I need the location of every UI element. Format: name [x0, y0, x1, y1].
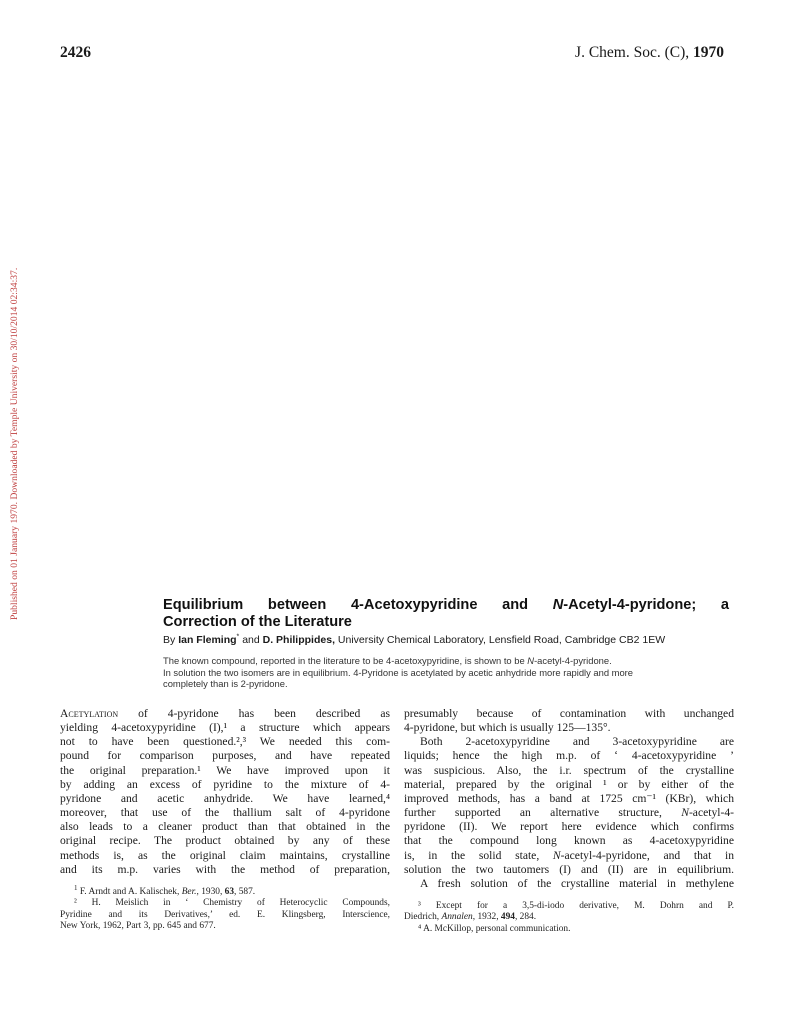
byline-and: and	[242, 634, 260, 646]
footnote-3-cont: Diedrich, Annalen, 1932, 494, 284.	[404, 912, 537, 923]
byline	[163, 634, 733, 646]
page-number: 2426	[60, 44, 91, 61]
body-line: presumably because of contamination with unchanged	[404, 707, 734, 720]
body-line: material, prepared by the original ¹ or by either of the	[404, 777, 734, 791]
body-line: is, in the solid state, N-acetyl-4-pyridone, and that in	[404, 848, 734, 862]
body-line: Both 2-acetoxypyridine and 3-acetoxypyridine are	[420, 735, 734, 749]
author-2: D. Philippides,	[262, 634, 335, 646]
download-watermark	[6, 210, 22, 620]
body-line: pyridone (II). We report here evidence which confirms	[404, 820, 734, 834]
body-line: pound for comparison purposes, and have repeated	[60, 749, 390, 763]
body-column-left	[60, 707, 390, 877]
body-line: the original preparation.¹ We have improved upon it	[60, 763, 390, 777]
watermark-text: Published on 01 January 1970. Downloaded by Temple University on 30/10/2014 02:34:37.	[9, 267, 20, 620]
byline-by: By	[163, 634, 176, 646]
body-line: moreover, that use of the thallium salt of 4-pyridone	[60, 806, 390, 820]
body-line: by adding an excess of pyridine to the mixture of 4-	[60, 777, 390, 791]
body-line: liquids; hence the high m.p. of ‘ 4-acetoxypyridine ’	[404, 749, 734, 763]
body-line: 4-pyridone, but which is usually 125—135°.	[404, 721, 611, 735]
body-line: pyridone and acetic anhydride. We have learned,⁴	[60, 791, 390, 805]
footnote-3: ³ Except for a 3,5-di-iodo derivative, M. Dohrn and P.	[418, 901, 734, 911]
body-line: also leads to a cleaner product than that obtained in the	[60, 820, 390, 834]
body-line: methods is, as the original claim maintains, crystalline	[60, 848, 390, 862]
article-title	[163, 597, 729, 631]
body-line: not to have been questioned.²,³ We needed this com-	[60, 735, 390, 749]
footnote-2-cont: New York, 1962, Part 3, pp. 645 and 677.	[60, 921, 216, 932]
body-line: A fresh solution of the crystalline material in methylene	[420, 876, 734, 890]
abstract-line: The known compound, reported in the literature to be 4-acetoxypyridine, is shown to be N-acetyl-4-pyridone.	[163, 655, 612, 666]
abstract-line: completely than is 2-pyridone.	[163, 678, 288, 690]
body-line: was suspicious. Also, the i.r. spectrum of the crystalline	[404, 763, 734, 777]
footnotes-right	[404, 901, 734, 935]
journal-name: J. Chem. Soc. (C),	[575, 44, 690, 61]
footnote-2-cont: Pyridine and its Derivatives,’ ed. E. Klingsberg, Interscience,	[60, 909, 390, 920]
journal-year: 1970	[693, 44, 724, 61]
footnote-4: ⁴ A. McKillop, personal communication.	[418, 923, 571, 934]
body-line: that the compound long known as 4-acetoxypyridine	[404, 834, 734, 848]
abstract	[163, 655, 729, 690]
corresponding-mark: *	[236, 633, 240, 641]
journal-header	[575, 44, 724, 62]
body-column-right	[404, 707, 734, 891]
abstract-line: In solution the two isomers are in equilibrium. 4-Pyridone is acetylated by acetic anhydride more rapidly and more	[163, 666, 634, 678]
body-line: original recipe. The product obtained by any of these	[60, 834, 390, 848]
body-line: yielding 4-acetoxypyridine (I),¹ a structure which appears	[60, 721, 390, 735]
body-line: further supported an alternative structure, N-acetyl-4-	[404, 806, 734, 820]
first-word: Acetylation	[60, 707, 119, 720]
body-line: Acetylation of 4-pyridone has been described as	[60, 707, 390, 720]
body-line: solution the two tautomers (I) and (II) are in equilibrium.	[404, 862, 734, 876]
footnote-1: $^1$ F. Arndt and A. Kalischek, Ber., 1930, 63, 587.	[74, 883, 256, 897]
title-line-1: Equilibrium between 4-Acetoxypyridine and N-Acetyl-4-pyridone; a	[163, 597, 729, 613]
footnote-2: ² H. Meislich in ‘ Chemistry of Heterocyclic Compounds,	[74, 898, 390, 909]
footnotes-left	[60, 883, 390, 933]
author-1: Ian Fleming	[178, 634, 237, 646]
affiliation: University Chemical Laboratory, Lensfield Road, Cambridge CB2 1EW	[337, 634, 666, 646]
body-line: and its m.p. varies with the method of preparation,	[60, 862, 390, 876]
body-line: improved methods, has a band at 1725 cm⁻¹ (KBr), which	[404, 791, 734, 805]
title-line-2: Correction of the Literature	[163, 614, 352, 630]
